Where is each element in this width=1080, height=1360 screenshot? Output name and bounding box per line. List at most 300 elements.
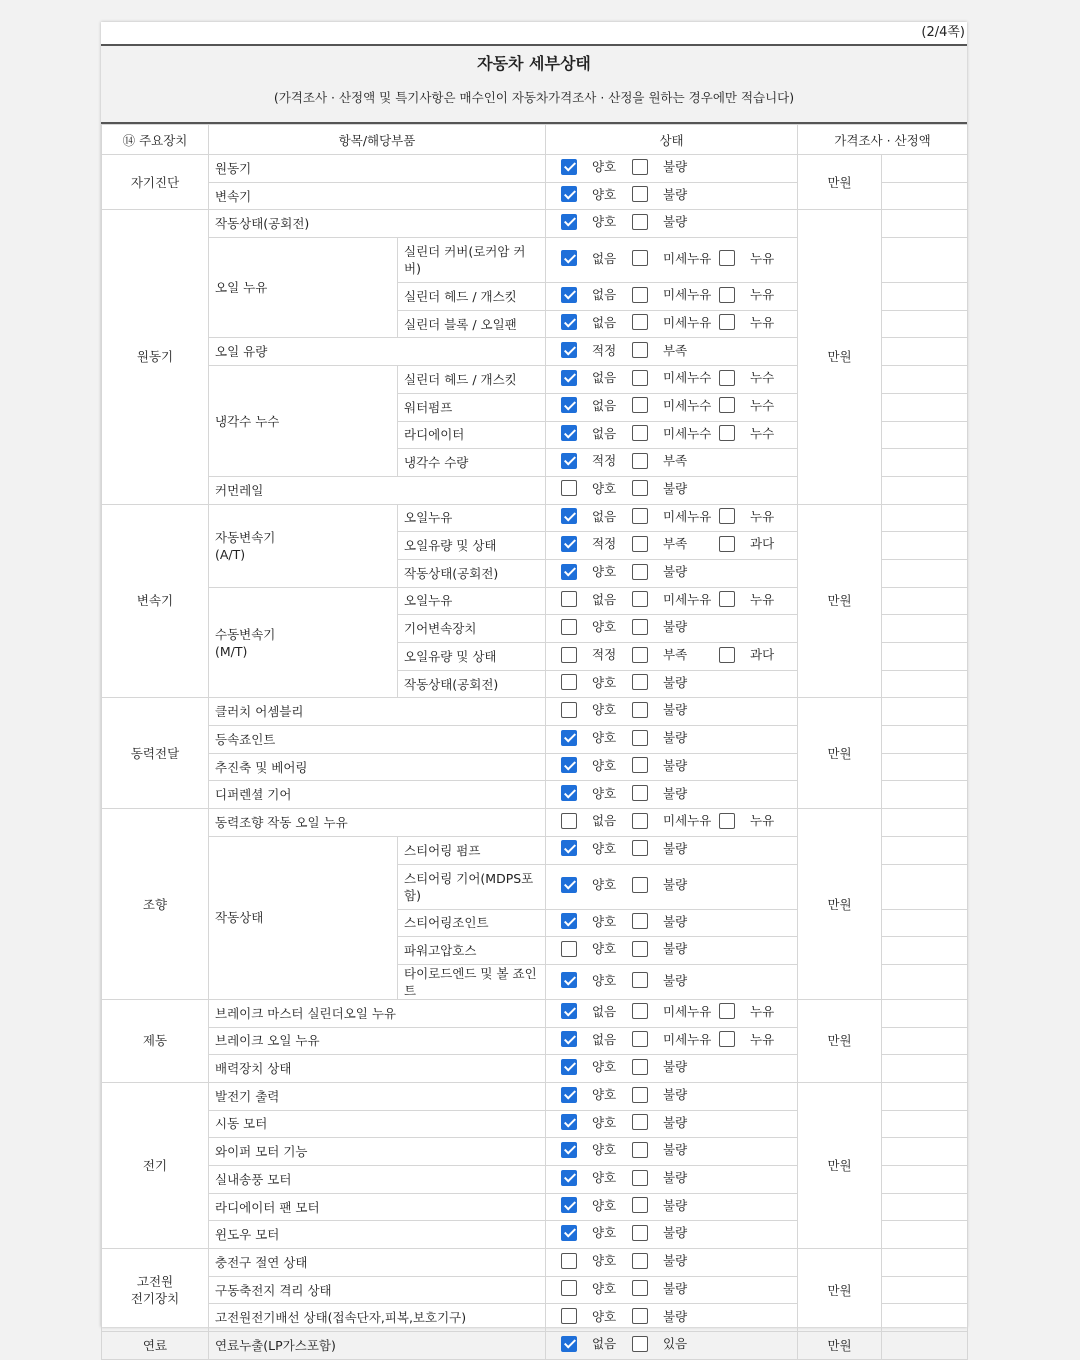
checkbox[interactable] [632, 250, 648, 266]
checkbox[interactable] [632, 702, 648, 718]
status-option-label: 양호 [592, 1114, 617, 1130]
status-option[interactable] [632, 535, 719, 552]
price-input-cell[interactable] [882, 210, 968, 238]
status-option[interactable] [719, 397, 790, 414]
item-label: 수동변속기 (M/T) [209, 587, 398, 698]
status-option-label: 불량 [663, 1308, 688, 1324]
status-option[interactable] [561, 840, 632, 857]
checkbox[interactable] [561, 1308, 577, 1324]
sub-item-label: 냉각수 수량 [398, 449, 546, 477]
price-input-cell[interactable] [882, 643, 968, 671]
checkbox-checked[interactable] [561, 877, 577, 893]
checkbox[interactable] [561, 941, 577, 957]
status-option[interactable] [561, 535, 632, 552]
price-unit: 만원 [798, 1082, 882, 1248]
status-option[interactable] [561, 1252, 632, 1269]
checkbox[interactable] [632, 314, 648, 330]
price-input-cell[interactable] [882, 964, 968, 999]
checkbox[interactable] [632, 941, 648, 957]
item-label: 와이퍼 모터 기능 [209, 1138, 546, 1166]
status-option[interactable] [561, 1280, 632, 1297]
sub-item-label: 실린더 헤드 / 개스킷 [398, 283, 546, 311]
checkbox[interactable] [719, 591, 735, 607]
checkbox[interactable] [719, 314, 735, 330]
status-option[interactable] [632, 1058, 719, 1075]
status-option[interactable] [561, 563, 632, 580]
status-cell [546, 864, 798, 909]
checkbox-checked[interactable] [561, 1003, 577, 1019]
status-option[interactable] [561, 314, 632, 331]
status-option[interactable] [632, 940, 719, 957]
checkbox[interactable] [632, 564, 648, 580]
price-input-cell[interactable] [882, 864, 968, 909]
status-option[interactable] [561, 1335, 632, 1352]
status-option[interactable] [719, 250, 790, 267]
status-option[interactable] [632, 701, 719, 718]
status-cell [546, 937, 798, 965]
price-input-cell[interactable] [882, 1110, 968, 1138]
status-option[interactable] [719, 646, 790, 663]
status-option[interactable] [561, 286, 632, 303]
price-input-cell[interactable] [882, 310, 968, 338]
checkbox-checked[interactable] [561, 314, 577, 330]
status-option-label: 과다 [750, 647, 775, 663]
checkbox[interactable] [632, 214, 648, 230]
group-name: 원동기 [102, 210, 209, 504]
price-input-cell[interactable] [882, 283, 968, 311]
checkbox[interactable] [632, 730, 648, 746]
checkbox-checked[interactable] [561, 1059, 577, 1075]
item-label: 원동기 [209, 155, 546, 183]
status-option[interactable] [561, 1169, 632, 1186]
status-option[interactable] [719, 1003, 790, 1020]
price-input-cell[interactable] [882, 1221, 968, 1249]
checkbox-checked[interactable] [561, 785, 577, 801]
price-input-cell[interactable] [882, 1138, 968, 1166]
status-option[interactable] [561, 729, 632, 746]
status-option[interactable] [719, 812, 790, 829]
status-option[interactable] [561, 452, 632, 469]
checkbox[interactable] [561, 591, 577, 607]
status-option[interactable] [561, 618, 632, 635]
status-cell [546, 1110, 798, 1138]
status-option[interactable] [632, 158, 719, 175]
status-option[interactable] [632, 1280, 719, 1297]
status-option-label: 불량 [663, 1059, 688, 1075]
status-option-label: 미세누수 [663, 425, 712, 441]
status-option[interactable] [632, 591, 719, 608]
status-option[interactable] [561, 913, 632, 930]
status-option[interactable] [632, 425, 719, 442]
item-label: 냉각수 누수 [209, 366, 398, 477]
checkbox-checked[interactable] [561, 536, 577, 552]
status-option[interactable] [719, 535, 790, 552]
checkbox-checked[interactable] [561, 913, 577, 929]
status-cell [546, 1166, 798, 1194]
status-option[interactable] [561, 757, 632, 774]
price-input-cell[interactable] [882, 1249, 968, 1277]
status-option[interactable] [632, 397, 719, 414]
status-option[interactable] [561, 186, 632, 203]
status-option[interactable] [561, 1058, 632, 1075]
checkbox-checked[interactable] [561, 214, 577, 230]
checkbox-checked[interactable] [561, 1336, 577, 1352]
price-input-cell[interactable] [882, 809, 968, 837]
status-option[interactable] [632, 563, 719, 580]
checkbox-checked[interactable] [561, 757, 577, 773]
price-input-cell[interactable] [882, 937, 968, 965]
price-input-cell[interactable] [882, 999, 968, 1027]
checkbox[interactable] [632, 1087, 648, 1103]
checkbox[interactable] [719, 536, 735, 552]
checkbox[interactable] [632, 1336, 648, 1352]
status-option[interactable] [632, 1031, 719, 1048]
status-option[interactable] [632, 618, 719, 635]
status-option[interactable] [632, 1197, 719, 1214]
checkbox-checked[interactable] [561, 159, 577, 175]
checkbox[interactable] [632, 1059, 648, 1075]
checkbox[interactable] [632, 370, 648, 386]
status-option[interactable] [561, 480, 632, 497]
status-option[interactable] [632, 480, 719, 497]
item-label: 실내송풍 모터 [209, 1166, 546, 1194]
checkbox[interactable] [632, 619, 648, 635]
checkbox[interactable] [561, 674, 577, 690]
status-option[interactable] [632, 729, 719, 746]
status-option-label: 양호 [592, 159, 617, 175]
checkbox[interactable] [719, 397, 735, 413]
checkbox[interactable] [632, 1308, 648, 1324]
checkbox-checked[interactable] [561, 1031, 577, 1047]
table-row [102, 999, 968, 1027]
status-option[interactable] [561, 940, 632, 957]
status-option-label: 양호 [592, 877, 617, 893]
item-label: 등속죠인트 [209, 726, 546, 754]
price-input-cell[interactable] [882, 1082, 968, 1110]
checkbox-checked[interactable] [561, 1170, 577, 1186]
checkbox-checked[interactable] [561, 370, 577, 386]
status-option[interactable] [632, 1114, 719, 1131]
checkbox[interactable] [719, 813, 735, 829]
status-cell [546, 643, 798, 671]
price-input-cell[interactable] [882, 421, 968, 449]
checkbox[interactable] [632, 1031, 648, 1047]
checkbox-checked[interactable] [561, 342, 577, 358]
status-option[interactable] [561, 1114, 632, 1131]
status-option[interactable] [632, 342, 719, 359]
status-option[interactable] [632, 646, 719, 663]
price-input-cell[interactable] [882, 449, 968, 477]
checkbox[interactable] [632, 397, 648, 413]
sub-item-label: 작동상태(공회전) [398, 559, 546, 587]
status-cell [546, 393, 798, 421]
status-option[interactable] [632, 972, 719, 989]
checkbox[interactable] [632, 453, 648, 469]
status-option[interactable] [561, 1141, 632, 1158]
status-cell [546, 1055, 798, 1083]
status-option[interactable] [632, 250, 719, 267]
checkbox[interactable] [632, 1142, 648, 1158]
status-option[interactable] [632, 1086, 719, 1103]
status-option[interactable] [561, 508, 632, 525]
checkbox-checked[interactable] [561, 1114, 577, 1130]
sub-item-label: 오일누유 [398, 504, 546, 532]
status-option-label: 불량 [663, 1253, 688, 1269]
group-name: 조향 [102, 809, 209, 1000]
status-option[interactable] [561, 1003, 632, 1020]
price-input-cell[interactable] [882, 476, 968, 504]
price-input-cell[interactable] [882, 670, 968, 698]
price-input-cell[interactable] [882, 532, 968, 560]
price-input-cell[interactable] [882, 366, 968, 394]
status-option-label: 부족 [663, 453, 688, 469]
checkbox[interactable] [632, 186, 648, 202]
price-input-cell[interactable] [882, 238, 968, 283]
status-option-label: 미세누유 [663, 508, 712, 524]
status-option[interactable] [632, 757, 719, 774]
checkbox[interactable] [719, 425, 735, 441]
price-input-cell[interactable] [882, 338, 968, 366]
checkbox[interactable] [632, 1170, 648, 1186]
status-option[interactable] [632, 785, 719, 802]
checkbox[interactable] [632, 813, 648, 829]
checkbox-checked[interactable] [561, 972, 577, 988]
checkbox[interactable] [719, 287, 735, 303]
price-input-cell[interactable] [882, 587, 968, 615]
price-input-cell[interactable] [882, 1027, 968, 1055]
price-input-cell[interactable] [882, 1166, 968, 1194]
item-label: 디퍼렌셜 기어 [209, 781, 546, 809]
status-option[interactable] [632, 369, 719, 386]
checkbox[interactable] [632, 785, 648, 801]
checkbox[interactable] [632, 1197, 648, 1213]
status-option[interactable] [632, 452, 719, 469]
checkbox[interactable] [719, 508, 735, 524]
status-option[interactable] [561, 972, 632, 989]
status-option[interactable] [561, 785, 632, 802]
status-option[interactable] [561, 158, 632, 175]
checkbox[interactable] [632, 840, 648, 856]
price-input-cell[interactable] [882, 836, 968, 864]
status-option-label: 양호 [592, 972, 617, 988]
table-row [102, 210, 968, 238]
group-name: 연료 [102, 1332, 209, 1360]
checkbox-checked[interactable] [561, 1225, 577, 1241]
checkbox-checked[interactable] [561, 1142, 577, 1158]
checkbox[interactable] [632, 1253, 648, 1269]
table-row [102, 1082, 968, 1110]
status-option[interactable] [632, 876, 719, 893]
checkbox[interactable] [719, 1031, 735, 1047]
status-cell [546, 310, 798, 338]
status-option-label: 양호 [592, 730, 617, 746]
status-option[interactable] [719, 314, 790, 331]
checkbox[interactable] [561, 619, 577, 635]
checkbox[interactable] [632, 757, 648, 773]
status-option-label: 불량 [663, 730, 688, 746]
status-option[interactable] [632, 913, 719, 930]
status-option-label: 부족 [663, 647, 688, 663]
price-input-cell[interactable] [882, 1276, 968, 1304]
status-option[interactable] [561, 876, 632, 893]
checkbox[interactable] [632, 647, 648, 663]
status-option[interactable] [632, 1335, 719, 1352]
price-input-cell[interactable] [882, 753, 968, 781]
checkbox[interactable] [632, 425, 648, 441]
checkbox[interactable] [632, 591, 648, 607]
price-input-cell[interactable] [882, 393, 968, 421]
checkbox-checked[interactable] [561, 1197, 577, 1213]
item-label: 브레이크 오일 누유 [209, 1027, 546, 1055]
status-option[interactable] [632, 1224, 719, 1241]
status-option[interactable] [632, 1003, 719, 1020]
status-option[interactable] [632, 314, 719, 331]
status-cell [546, 1276, 798, 1304]
checkbox-checked[interactable] [561, 564, 577, 580]
status-option[interactable] [632, 1169, 719, 1186]
checkbox-checked[interactable] [561, 186, 577, 202]
status-option[interactable] [632, 1141, 719, 1158]
price-input-cell[interactable] [882, 1304, 968, 1332]
checkbox[interactable] [719, 370, 735, 386]
status-option[interactable] [561, 1086, 632, 1103]
status-option[interactable] [719, 369, 790, 386]
checkbox[interactable] [561, 1253, 577, 1269]
checkbox-checked[interactable] [561, 397, 577, 413]
status-option[interactable] [561, 397, 632, 414]
status-option[interactable] [561, 369, 632, 386]
status-option[interactable] [632, 1308, 719, 1325]
status-option[interactable] [561, 1031, 632, 1048]
checkbox[interactable] [632, 674, 648, 690]
checkbox-checked[interactable] [561, 425, 577, 441]
sub-item-label: 실린더 블록 / 오일팬 [398, 310, 546, 338]
sub-item-label: 실린더 헤드 / 개스킷 [398, 366, 546, 394]
price-input-cell[interactable] [882, 615, 968, 643]
status-option[interactable] [632, 840, 719, 857]
status-option[interactable] [561, 1197, 632, 1214]
checkbox[interactable] [632, 1003, 648, 1019]
checkbox-checked[interactable] [561, 508, 577, 524]
checkbox-checked[interactable] [561, 287, 577, 303]
status-option[interactable] [561, 812, 632, 829]
status-option[interactable] [561, 425, 632, 442]
header-item: 항목/해당부품 [209, 125, 546, 155]
price-input-cell[interactable] [882, 909, 968, 937]
status-cell [546, 1082, 798, 1110]
detail-table [101, 124, 968, 1360]
checkbox[interactable] [632, 1280, 648, 1296]
status-option-label: 불량 [663, 564, 688, 580]
checkbox[interactable] [632, 342, 648, 358]
status-option[interactable] [632, 674, 719, 691]
item-label: 작동상태(공회전) [209, 210, 546, 238]
status-option-label: 누수 [750, 397, 775, 413]
checkbox[interactable] [632, 508, 648, 524]
checkbox[interactable] [632, 159, 648, 175]
status-option[interactable] [561, 213, 632, 230]
price-input-cell[interactable] [882, 559, 968, 587]
checkbox-checked[interactable] [561, 730, 577, 746]
checkbox[interactable] [632, 480, 648, 496]
checkbox[interactable] [632, 877, 648, 893]
checkbox-checked[interactable] [561, 840, 577, 856]
checkbox[interactable] [632, 1114, 648, 1130]
checkbox[interactable] [632, 536, 648, 552]
status-option[interactable] [561, 646, 632, 663]
price-input-cell[interactable] [882, 1193, 968, 1221]
status-cell [546, 964, 798, 999]
status-option[interactable] [632, 812, 719, 829]
price-input-cell[interactable] [882, 698, 968, 726]
status-cell [546, 1304, 798, 1332]
checkbox[interactable] [632, 913, 648, 929]
status-option[interactable] [561, 1308, 632, 1325]
status-option[interactable] [632, 213, 719, 230]
status-cell [546, 615, 798, 643]
status-option-label: 불량 [663, 186, 688, 202]
status-option[interactable] [561, 591, 632, 608]
status-option[interactable] [719, 1031, 790, 1048]
status-option[interactable] [719, 591, 790, 608]
status-option-label: 불량 [663, 913, 688, 929]
status-option[interactable] [719, 425, 790, 442]
checkbox[interactable] [632, 1225, 648, 1241]
status-option[interactable] [632, 286, 719, 303]
status-option-label: 불량 [663, 702, 688, 718]
checkbox[interactable] [719, 1003, 735, 1019]
checkbox[interactable] [561, 813, 577, 829]
status-option[interactable] [561, 701, 632, 718]
status-option-label: 양호 [592, 702, 617, 718]
checkbox[interactable] [719, 250, 735, 266]
status-option-label: 양호 [592, 1253, 617, 1269]
status-option[interactable] [632, 1252, 719, 1269]
checkbox[interactable] [561, 480, 577, 496]
checkbox-checked[interactable] [561, 453, 577, 469]
status-cell [546, 155, 798, 183]
price-input-cell[interactable] [882, 504, 968, 532]
status-option-label: 미세누유 [663, 813, 712, 829]
price-input-cell[interactable] [882, 182, 968, 210]
checkbox-checked[interactable] [561, 250, 577, 266]
status-option[interactable] [561, 674, 632, 691]
status-cell [546, 1193, 798, 1221]
status-option[interactable] [719, 286, 790, 303]
status-option[interactable] [632, 186, 719, 203]
status-option-label: 불량 [663, 1170, 688, 1186]
status-option[interactable] [561, 250, 632, 267]
price-input-cell[interactable] [882, 781, 968, 809]
status-option[interactable] [719, 508, 790, 525]
price-input-cell[interactable] [882, 1332, 968, 1360]
checkbox-checked[interactable] [561, 1087, 577, 1103]
status-option[interactable] [561, 1224, 632, 1241]
checkbox[interactable] [561, 647, 577, 663]
checkbox[interactable] [632, 972, 648, 988]
status-option-label: 미세누유 [663, 314, 712, 330]
price-input-cell[interactable] [882, 1055, 968, 1083]
item-label: 충전구 절연 상태 [209, 1249, 546, 1277]
price-input-cell[interactable] [882, 726, 968, 754]
checkbox[interactable] [632, 287, 648, 303]
checkbox[interactable] [561, 1280, 577, 1296]
status-option[interactable] [632, 508, 719, 525]
checkbox[interactable] [719, 647, 735, 663]
status-option[interactable] [561, 342, 632, 359]
price-input-cell[interactable] [882, 155, 968, 183]
checkbox[interactable] [561, 702, 577, 718]
